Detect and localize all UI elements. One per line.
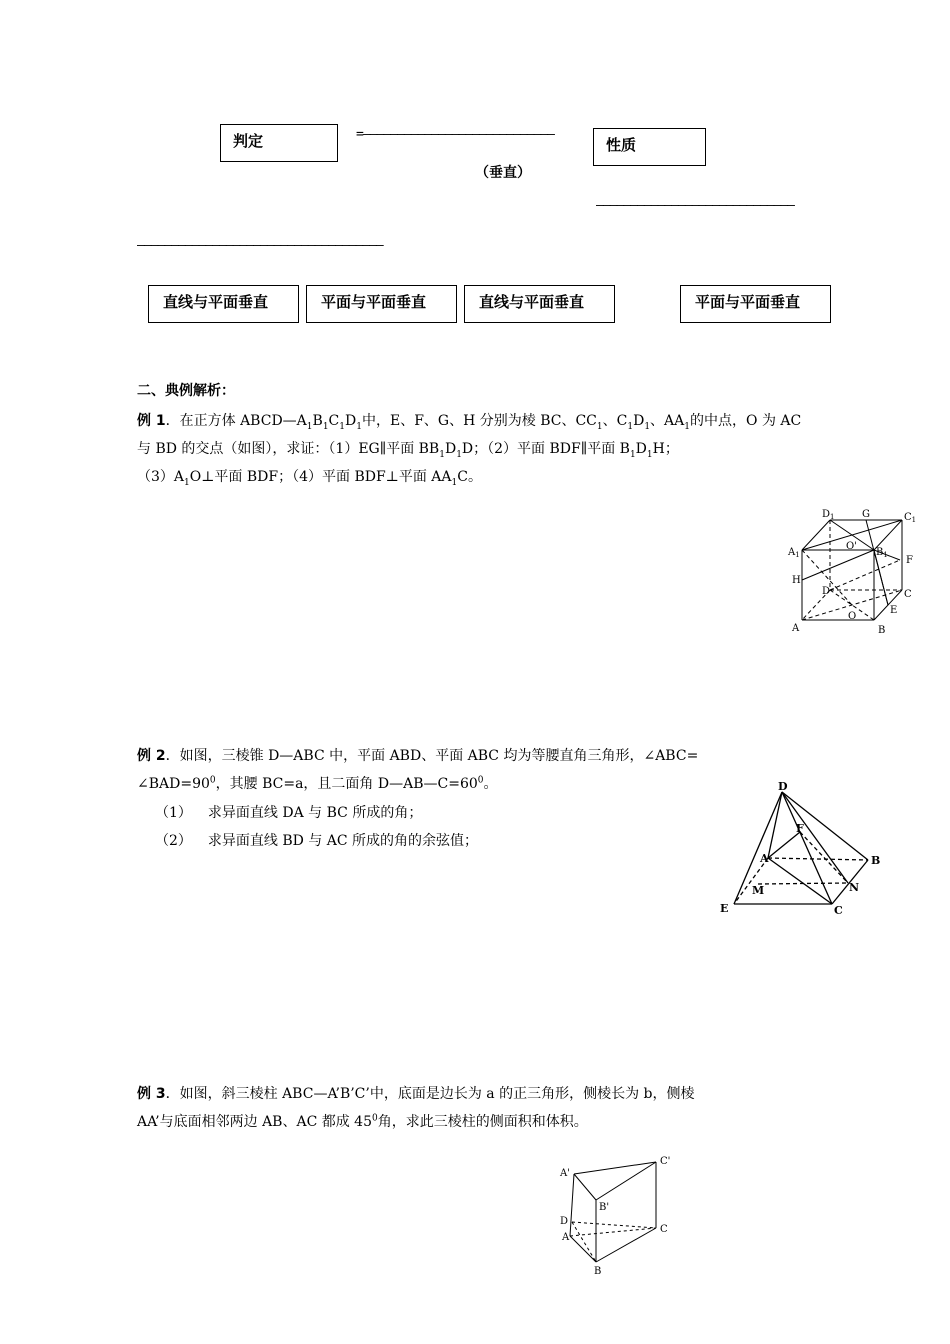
judge-label: 判定 <box>233 132 264 150</box>
box-plane-plane-perp-2 <box>680 285 831 323</box>
label-D: D <box>560 1216 569 1227</box>
label-F: F <box>796 822 804 835</box>
label-O-prime: O' <box>846 541 857 552</box>
box-text: 直线与平面垂直 <box>479 293 585 311</box>
box-line-plane-perp-1 <box>148 285 299 323</box>
label-C1: $C_1$ <box>904 512 917 524</box>
ex1-line1: 例 1．在正方体 $ABCD—A_1B_1C_1D_1$中，E、F、G、H 分别为棱 BC、$CC_1$、$C_1D_1$、$AA_1$的中点，O 为 AC <box>137 413 802 432</box>
dash-mid: =———————————————————————————— <box>356 127 554 142</box>
ex2-q1: （1） 求异面直线 DA 与 BC 所成的角； <box>155 805 423 821</box>
ex2-q2: （2） 求异面直线 BD 与 AC 所成的角的余弦值； <box>155 833 479 849</box>
property-label: 性质 <box>606 136 637 154</box>
label-N: N <box>849 881 860 894</box>
label-O: O <box>848 611 857 622</box>
label-B1: $B_1$ <box>876 547 888 559</box>
dash-right: ————————————————————————————— <box>596 198 794 213</box>
label-B-prime: B' <box>599 1202 610 1213</box>
box-plane-plane-perp-1 <box>306 285 457 323</box>
label-D: D <box>822 586 831 597</box>
prism-figure <box>556 1150 686 1280</box>
judge-box <box>220 124 338 162</box>
label-B: B <box>594 1266 602 1277</box>
box-line-plane-perp-2 <box>464 285 615 323</box>
perp-label: （垂直） <box>475 165 531 181</box>
pyramid-figure <box>716 780 886 920</box>
ex2-line2: $\angle BAD=90^0$，其腰 BC=a，且二面角 $D—AB—C=60^0$。 <box>137 775 498 792</box>
section-heading: 二、典例解析： <box>137 383 235 399</box>
label-E: E <box>890 605 898 616</box>
ex3-label: 例 3 <box>137 1086 166 1102</box>
ex2-line1: 例 2．如图，三棱锥 D—ABC 中，平面 ABD、平面 ABC 均为等腰直角三角形，∠ABC= <box>137 748 699 764</box>
box-text: 平面与平面垂直 <box>695 293 801 311</box>
ex1-line3: $(3)A_1O\perp$平面 BDF；（4）平面 BDF⊥平面 $AA_1C$。 <box>137 469 482 488</box>
label-A-prime: A' <box>560 1168 570 1179</box>
label-E: E <box>720 902 729 915</box>
property-box <box>593 128 706 166</box>
label-D1: $D_1$ <box>822 509 835 521</box>
box-text: 平面与平面垂直 <box>321 293 427 311</box>
label-A: A <box>562 1232 570 1243</box>
label-C: C <box>904 589 912 600</box>
label-C: C <box>660 1224 668 1235</box>
label-C: C <box>834 904 843 917</box>
ex3-line2: AA’与底面相邻两边 AB、AC 都成 $45^0$角，求此三棱柱的侧面积和体积。 <box>137 1113 588 1130</box>
label-C-prime: C' <box>660 1156 671 1167</box>
label-A: A <box>760 852 769 865</box>
label-H: H <box>792 575 801 586</box>
cube-figure <box>782 505 922 640</box>
ex2-label: 例 2 <box>137 748 166 764</box>
ex1-line2: 与 BD 的交点（如图），求证：（1）EG∥平面 $BB_1D_1D$；（2）平面 BDF∥平面 $B_1D_1H$； <box>137 441 679 460</box>
label-G: G <box>862 509 870 520</box>
ex1-label: 例 1 <box>137 413 166 429</box>
ex3-line1: 例 3．如图，斜三棱柱 ABC—A’B’C’中，底面是边长为 a 的正三角形，侧棱长为 b，侧棱 <box>137 1086 695 1102</box>
label-A1: $A_1$ <box>788 547 800 559</box>
label-B: B <box>878 625 886 636</box>
label-B: B <box>871 854 881 867</box>
box-text: 直线与平面垂直 <box>163 293 269 311</box>
dash-left: ———————————————————————————————————— <box>137 238 383 253</box>
label-A: A <box>792 623 800 634</box>
label-F: F <box>906 555 913 566</box>
label-M: M <box>752 884 765 897</box>
label-D: D <box>778 780 788 793</box>
